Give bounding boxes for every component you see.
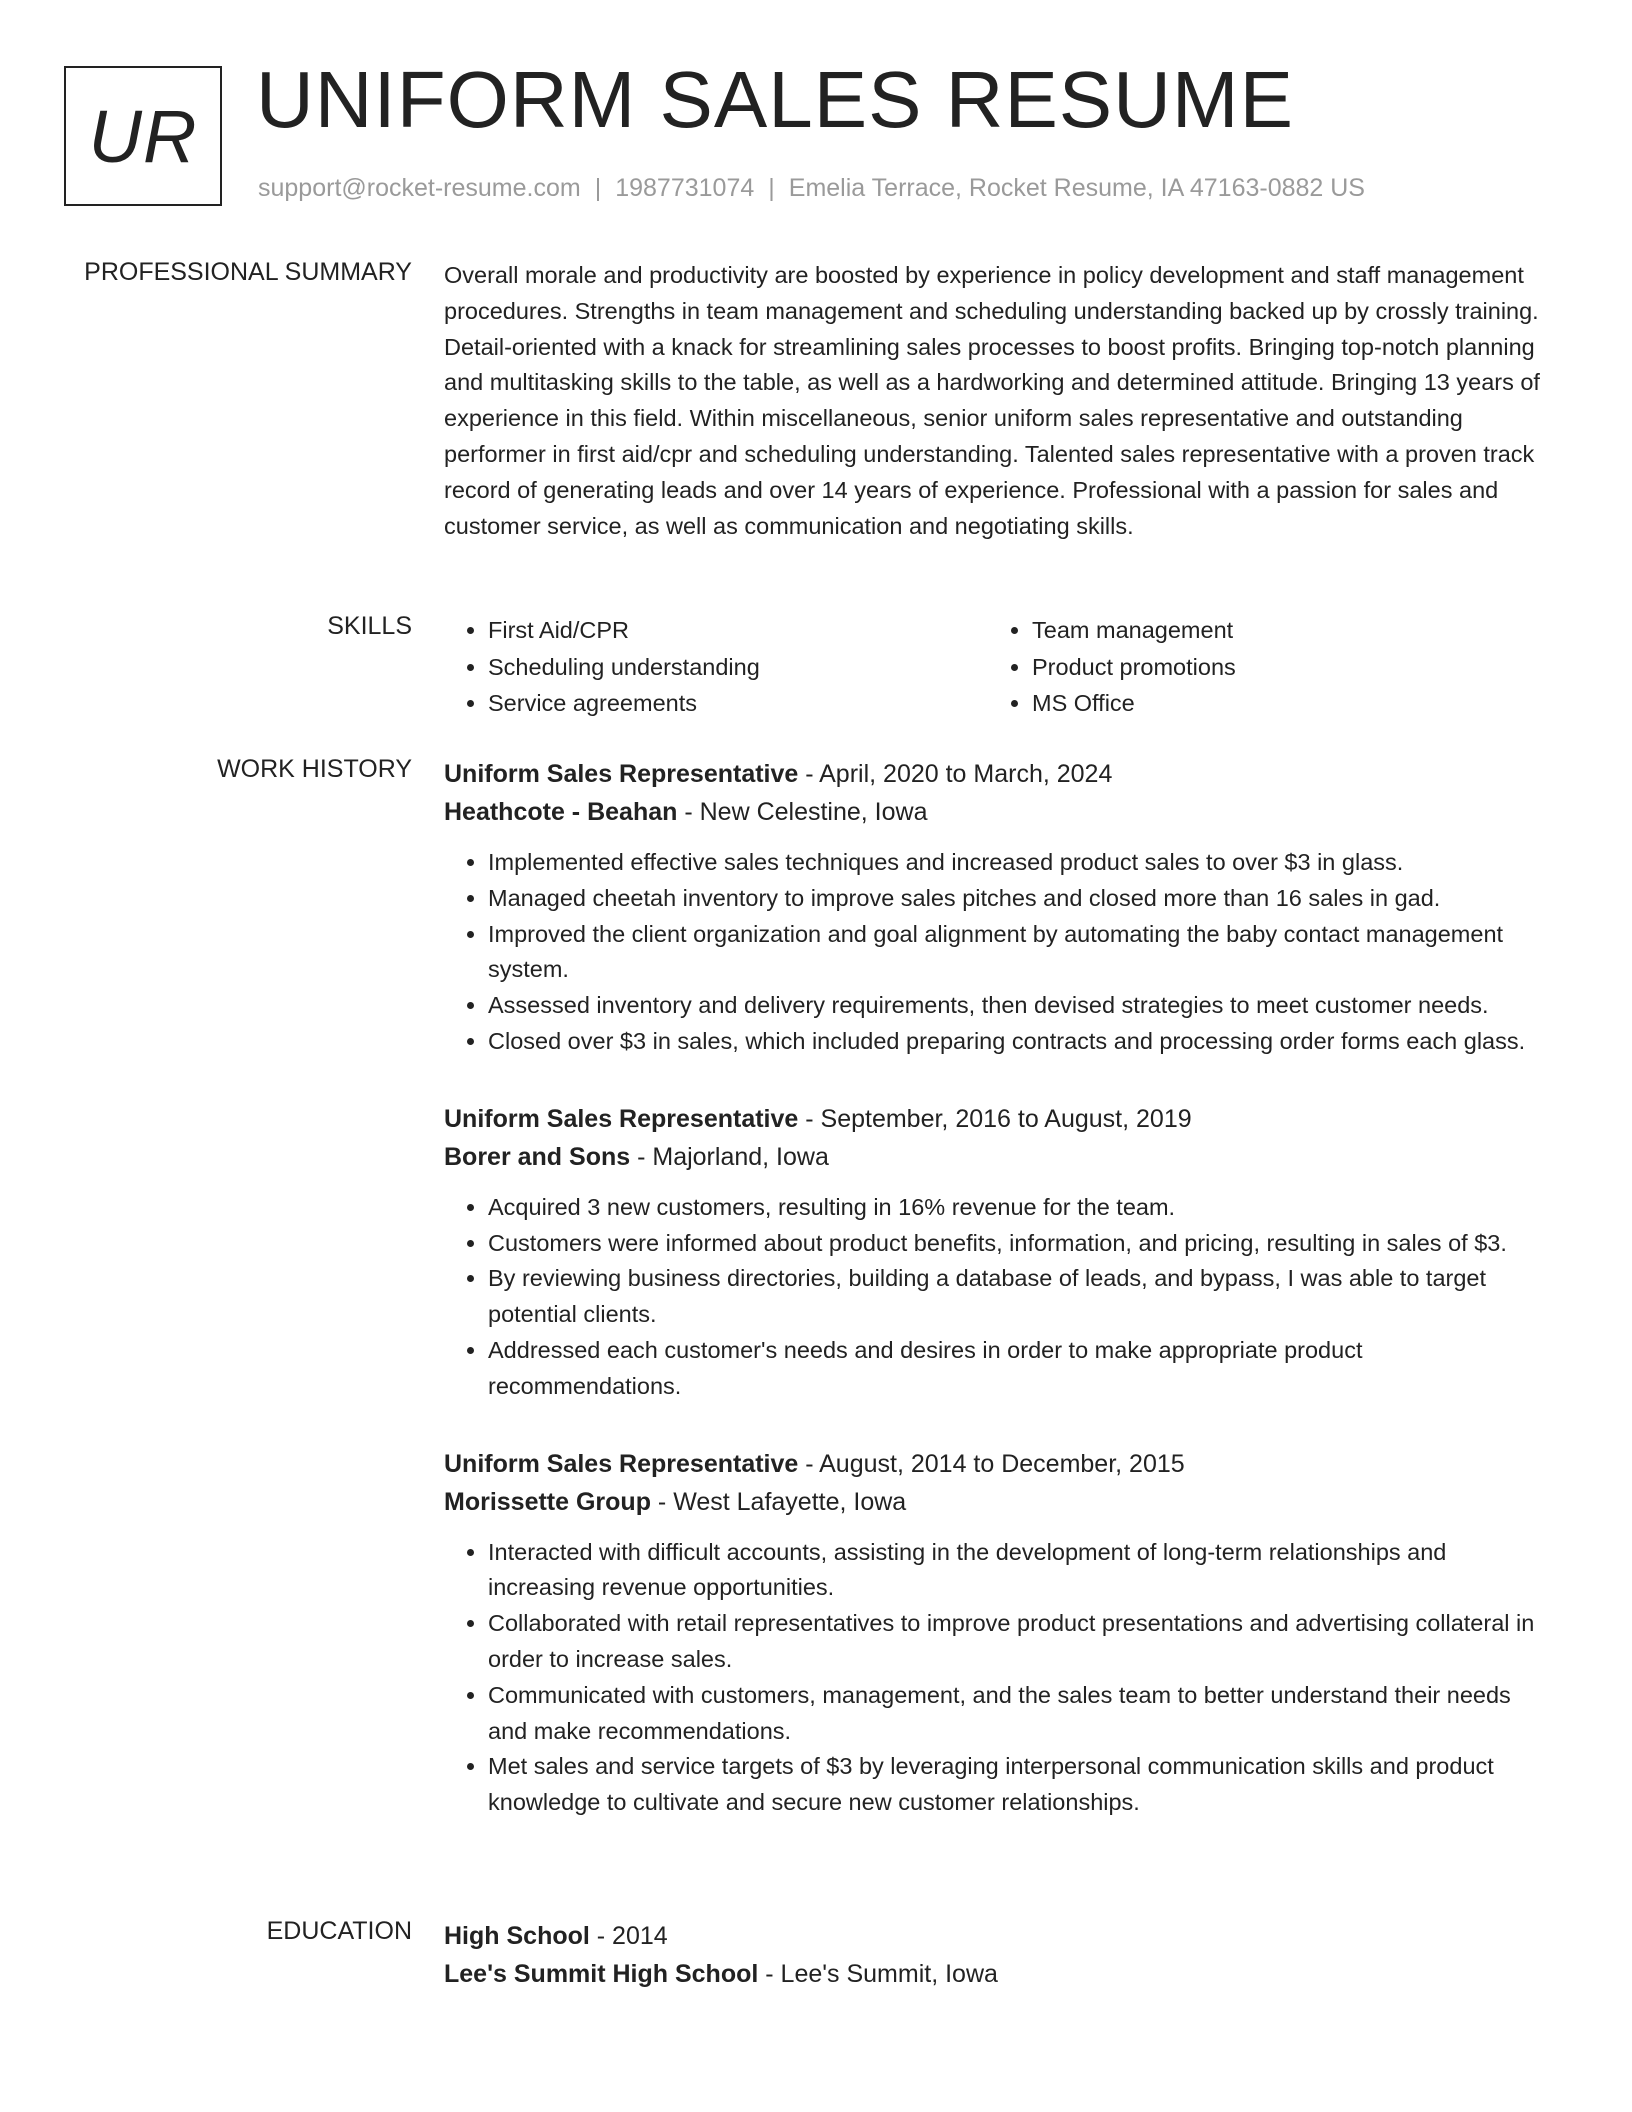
job-bullet: • Collaborated with retail representatives to improve product presentations and advertising collateral in order to increase sales. [488,1606,1556,1678]
job-title-line [444,1100,1556,1138]
job-bullet: • Assessed inventory and delivery requirements, then devised strategies to meet customer needs. [488,988,1556,1024]
skill-item: • Product promotions [1032,649,1532,686]
education-school: Lee's Summit High School [444,1960,759,1988]
job-company: Borer and Sons [444,1142,631,1171]
job-company: Heathcote - Beahan [444,798,678,826]
education-degree: High School [444,1922,590,1950]
job-title: Uniform Sales Representative [444,760,799,788]
contact-separator: | [768,174,775,202]
section-label-summary: PROFESSIONAL SUMMARY [84,258,412,286]
job-bullets [444,845,1556,1060]
job-company: Morissette Group [444,1487,651,1516]
job-dates: - September, 2016 to August, 2019 [798,1104,1192,1133]
job-title: Uniform Sales Representative [444,1449,799,1478]
job-title-line [444,1445,1556,1483]
job-dates: - April, 2020 to March, 2024 [798,760,1113,788]
job-bullet: • Customers were informed about product benefits, information, and pricing, resulting in sales of $3. [488,1226,1556,1262]
skills-list-right [988,612,1532,722]
job-location: - West Lafayette, Iowa [650,1487,907,1516]
job-bullet: • Managed cheetah inventory to improve sales pitches and closed more than 16 sales in gad. [488,881,1556,917]
job-bullet: • Improved the client organization and goal alignment by automating the baby contact management system. [488,917,1556,989]
job-bullet: • Interacted with difficult accounts, assisting in the development of long-term relationships and increasing revenue opportunities. [488,1535,1556,1607]
skill-item: • Team management [1032,612,1532,649]
job-location: - New Celestine, Iowa [677,798,928,826]
section-label-education: EDUCATION [266,1917,412,1945]
job-bullet: • Acquired 3 new customers, resulting in 16% revenue for the team. [488,1190,1556,1226]
job-bullet: • Met sales and service targets of $3 by leveraging interpersonal communication skills and product knowledge to cultivate and secure new customer relationships. [488,1749,1556,1821]
job-entry [444,1445,1556,1821]
job-title: Uniform Sales Representative [444,1104,799,1133]
job-title-line [444,755,1556,793]
skill-item: • MS Office [1032,685,1532,722]
job-entry [444,1100,1556,1405]
education-school-line [444,1955,1556,1993]
job-entry [444,755,1556,1060]
education-location: - Lee's Summit, Iowa [758,1960,998,1988]
skill-item: • First Aid/CPR [488,612,988,649]
job-dates: - August, 2014 to December, 2015 [798,1449,1185,1478]
job-company-line [444,1483,1556,1521]
monogram-logo: UR [64,66,222,206]
contact-phone[interactable]: 1987731074 [615,174,755,202]
job-bullet: • Implemented effective sales techniques and increased product sales to over $3 in glass. [488,845,1556,881]
job-bullets [444,1190,1556,1405]
job-location: - Majorland, Iowa [630,1142,829,1171]
section-label-skills: SKILLS [327,612,412,640]
job-bullets [444,1535,1556,1821]
job-company-line [444,793,1556,831]
skill-item: • Service agreements [488,685,988,722]
contact-address: Emelia Terrace, Rocket Resume, IA 47163-0882 US [788,174,1365,202]
section-label-work: WORK HISTORY [217,755,412,783]
education-degree-line [444,1917,1556,1955]
resume-title: UNIFORM SALES RESUME [256,55,1294,144]
job-bullet: • By reviewing business directories, building a database of leads, and bypass, I was able to target potential clients. [488,1261,1556,1333]
job-bullet: • Addressed each customer's needs and desires in order to make appropriate product recommendations. [488,1333,1556,1405]
education-year: - 2014 [589,1922,668,1950]
contact-line [258,174,1365,203]
summary-text: Overall morale and productivity are boosted by experience in policy development and staff management procedures. Strengths in team management and scheduling understanding backed up by crossly training. Detail-oriented with a knack for streamlining sales processes to boost profits. Bringing top-notch planning and multitasking skills to the table, as well as a hardworking and determined attitude. Bringing 13 years of experience in this field. Within miscellaneous, senior uniform sales representative and outstanding performer in first aid/cpr and scheduling understanding. Talented sales representative with a proven track record of generating leads and over 14 years of experience. Professional with a passion for sales and customer service, as well as communication and negotiating skills. [444,262,1540,539]
job-bullet: • Communicated with customers, management, and the sales team to better understand their needs and make recommendations. [488,1678,1556,1750]
job-bullet: • Closed over $3 in sales, which included preparing contracts and processing order forms each glass. [488,1024,1556,1060]
skills-list-left [444,612,988,722]
skill-item: • Scheduling understanding [488,649,988,686]
job-company-line [444,1138,1556,1176]
contact-email[interactable]: support@rocket-resume.com [258,174,581,202]
contact-separator: | [594,174,602,202]
